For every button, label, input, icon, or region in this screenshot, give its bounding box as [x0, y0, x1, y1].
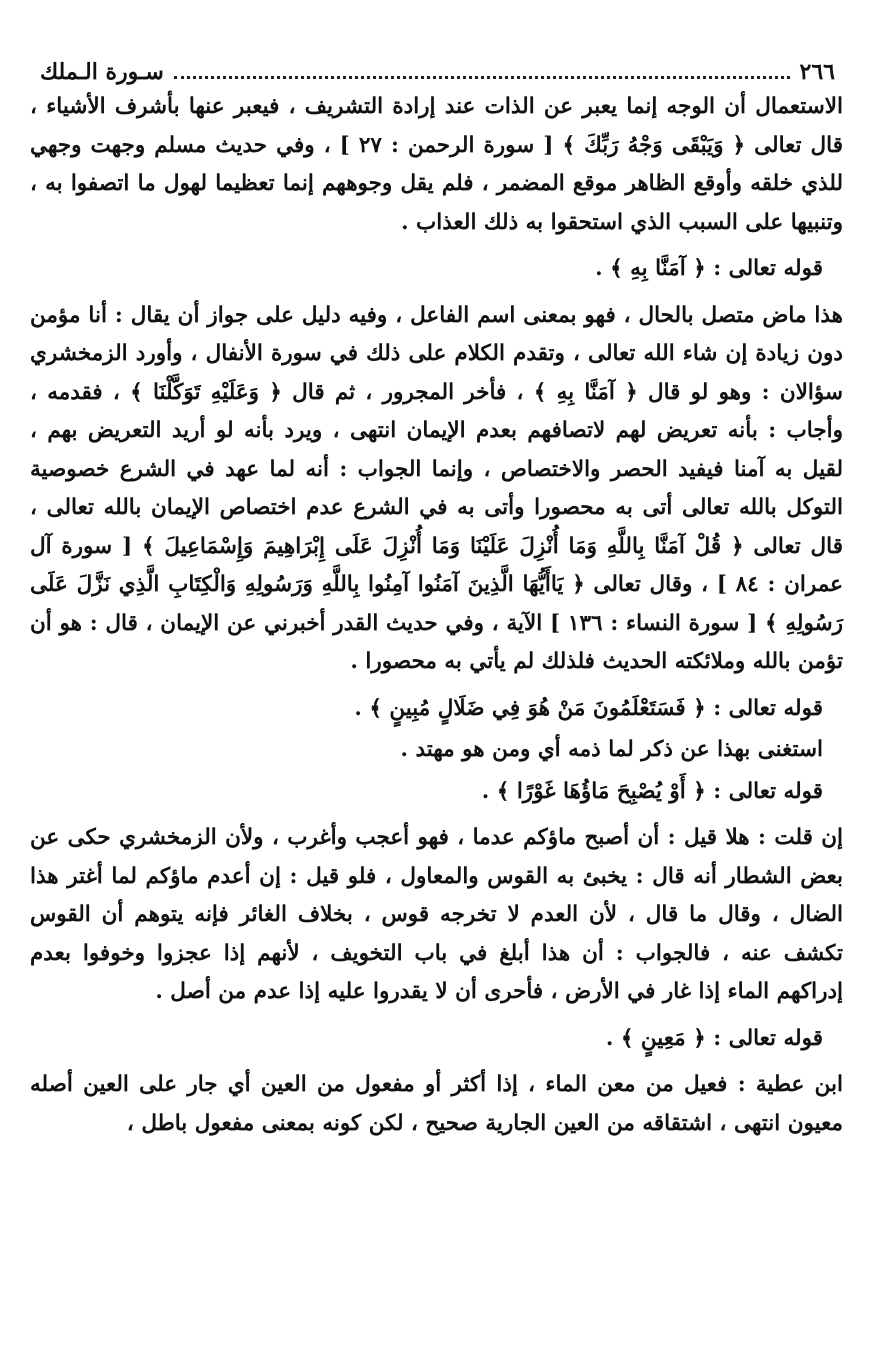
running-title: سـورة الـملك [40, 59, 164, 85]
paragraph-wajh: الاستعمال أن الوجه إنما يعبر عن الذات عند إرادة التشريف ، فيعبر عنها بأشرف الأشياء ، قال تعالى ﴿ وَيَبْقَى وَجْهُ رَبِّكَ ﴾ [ سورة الرحمن : ٢٧ ] ، وفي حديث مسلم وجهت وجهي للذي خلقه وأوقع الظاهر موقع المضمر ، فلم يقل وجوههم إنما تعظيما لهول ما اتصفوا به ، وتنبيها على السبب الذي استحقوا به ذلك العذاب . [30, 94, 843, 235]
page-header [40, 56, 835, 88]
paragraph-ghawr: إن قلت : هلا قيل : أن أصبح ماؤكم عدما ، فهو أعجب وأغرب ، ولأن الزمخشري حكى عن بعض الشطار أنه قال : يخبئ به القوس والمعاول ، فلو قيل : إن أعدم ماؤكم لما أغتر هذا الضال ، وقال ما قال ، لأن العدم لا تخرجه قوس ، بخلاف الغائر فإنه يتوهم أن القوس تكشف عنه ، فالجواب : أن هذا أبلغ في باب التخويف ، لأنهم إذا عجزوا وخوفوا بعدم إدراكهم الماء إذا غار في الأرض ، فأحرى أن لا يقدروا عليه إذا عدم من أصل . [30, 825, 843, 1004]
commentary-muhtad: استغنى بهذا عن ذكر لما ذمه أي ومن هو مهتد . [400, 737, 823, 762]
verse-heading-fasataalamun: قوله تعالى : ﴿ فَسَتَعْلَمُونَ مَنْ هُوَ فِي ضَلَالٍ مُبِينٍ ﴾ . [354, 695, 823, 721]
page-body [30, 88, 843, 1143]
verse-heading-ghawra: قوله تعالى : ﴿ أَوْ يُصْبِحَ مَاؤُهَا غَوْرًا ﴾ . [481, 778, 823, 804]
header-dotted-rule [174, 76, 790, 79]
verse-heading-maeen: قوله تعالى : ﴿ مَعِينٍ ﴾ . [605, 1025, 823, 1051]
paragraph-tawakkul: هذا ماض متصل بالحال ، فهو بمعنى اسم الفاعل ، وفيه دليل على جواز أن يقال : أنا مؤمن دون زيادة إن شاء الله تعالى ، وتقدم الكلام على ذلك في سورة الأنفال ، وأورد الزمخشري سؤالان : وهو لو قال ﴿ آمَنَّا بِهِ ﴾ ، فأخر المجرور ، ثم قال ﴿ وَعَلَيْهِ تَوَكَّلْنَا ﴾ ، فقدمه ، وأجاب : بأنه تعريض لهم لاتصافهم بعدم الإيمان انتهى ، ويرد بأنه لو أريد التعريض بهم ، لقيل به آمنا فيفيد الحصر والاختصاص ، وإنما الجواب : أنه لما عهد في الشرع خصوصية التوكل بالله تعالى أتى به محصورا وأتى به في الشرع عدم اختصاص الإيمان بالله تعالى ، قال تعالى ﴿ قُلْ آمَنَّا بِاللَّهِ وَمَا أُنْزِلَ عَلَيْنَا وَمَا أُنْزِلَ عَلَى إِبْرَاهِيمَ وَإِسْمَاعِيلَ ﴾ [ سورة آل عمران : ٨٤ ] ، وقال تعالى ﴿ يَاأَيُّهَا الَّذِينَ آمَنُوا آمِنُوا بِاللَّهِ وَرَسُولِهِ وَالْكِتَابِ الَّذِي نَزَّلَ عَلَى رَسُولِهِ ﴾ [ سورة النساء : ١٣٦ ] الآية ، وفي حديث القدر أخبرني عن الإيمان ، قال : هو أن تؤمن بالله وملائكته الحديث فلذلك لم يأتي به محصورا . [30, 302, 843, 674]
paragraph-ibn-atiyya: ابن عطية : فعيل من معن الماء ، إذا أكثر أو مفعول من العين أي جار على العين أصله معيون انتهى ، اشتقاقه من العين الجارية صحيح ، لكن كونه بمعنى مفعول باطل ، [30, 1072, 843, 1136]
verse-heading-amanna: قوله تعالى : ﴿ آمَنَّا بِهِ ﴾ . [595, 256, 823, 281]
page-number: ٢٦٦ [799, 59, 835, 85]
